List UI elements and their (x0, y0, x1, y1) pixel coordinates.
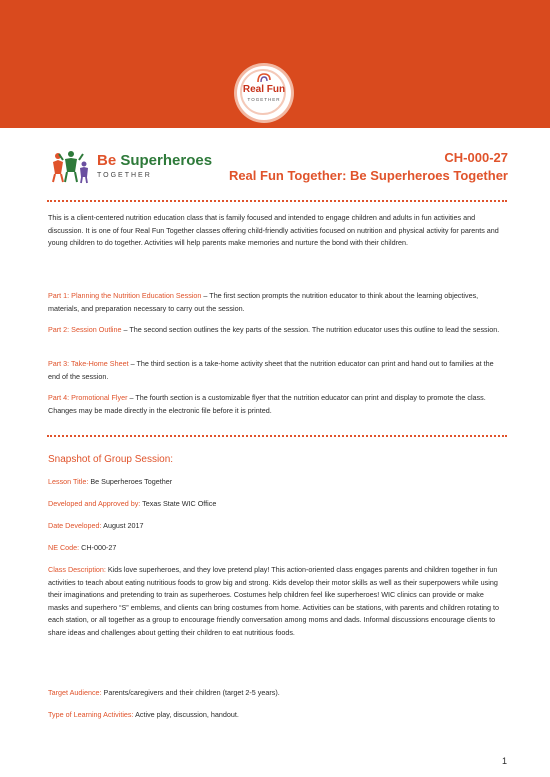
date-developed-field: Date Developed: August 2017 (48, 521, 144, 530)
swirl-icon (256, 72, 272, 84)
document-code: CH-000-27 (444, 150, 508, 165)
dotted-divider (47, 435, 507, 437)
badge-subtitle: TOGETHER (247, 97, 281, 102)
developed-by-field: Developed and Approved by: Texas State WIC Office (48, 499, 217, 508)
document-title: Real Fun Together: Be Superheroes Together (228, 168, 508, 183)
logo-subtitle: TOGETHER (97, 172, 152, 179)
badge-title: Real Fun (242, 84, 286, 95)
dotted-divider (47, 200, 507, 202)
part-3-paragraph: Part 3: Take-Home Sheet – The third section is a take-home activity sheet that the nutrition educator can print and hand out to families at the end of the session. (48, 359, 494, 381)
logo-name: Be Superheroes (97, 152, 213, 169)
lesson-title-field: Lesson Title: Be Superheroes Together (48, 477, 173, 486)
real-fun-together-logo (237, 66, 291, 120)
superhero-family-icon (49, 150, 93, 186)
intro-paragraph: This is a client-centered nutrition education class that is family focused and intended to engage children and adults in fun activities and discussion. It is one of four Real Fun Together classes offering child-friendly activities focused on nutrition and physical activity for parents and young children to do together. Activities will help parents make memories and nurture the bond with their children. (48, 213, 499, 248)
be-superheroes-logo (49, 150, 219, 186)
page-number: 1 (501, 756, 507, 766)
part-2-paragraph: Part 2: Session Outline – The second section outlines the key parts of the session. The nutrition educator uses this outline to lead the session. (48, 325, 500, 334)
class-description-field: Class Description: Kids love superheroes, and they love pretend play! This action-oriented class engages parents and children together in fun activities to teach about eating nutritious foods to grow big and strong. Kids develop their motor skills as well as their superpowers while using their imaginations and pretending to train as superheroes. Costumes help children feel like superheroes! WIC clinics can provide or make masks and superhero “S” emblems, and clients can bring costumes from home. Activities can be stations, with parents and children rotating to each station, or all together as a group to encourage friendly conversation among moms and dads. Informal discussions encourage clients to share ideas and challenges about getting their children to eat nutritious foods. (48, 565, 500, 637)
ne-code-field: NE Code: CH-000-27 (48, 543, 117, 552)
part-1-paragraph: Part 1: Planning the Nutrition Education Session – The first section prompts the nutrition educator to think about the learning objectives, materials, and preparation necessary to carry out the session. (48, 291, 479, 313)
target-audience-field: Target Audience: Parents/caregivers and their children (target 2-5 years). (48, 688, 280, 697)
part-4-paragraph: Part 4: Promotional Flyer – The fourth section is a customizable flyer that the nutrition educator can print and display to promote the class. Changes may be made directly in the electronic file before it is printed. (48, 393, 486, 415)
snapshot-heading: Snapshot of Group Session: (48, 454, 174, 465)
learning-activities-field: Type of Learning Activities: Active play, discussion, handout. (48, 710, 239, 719)
